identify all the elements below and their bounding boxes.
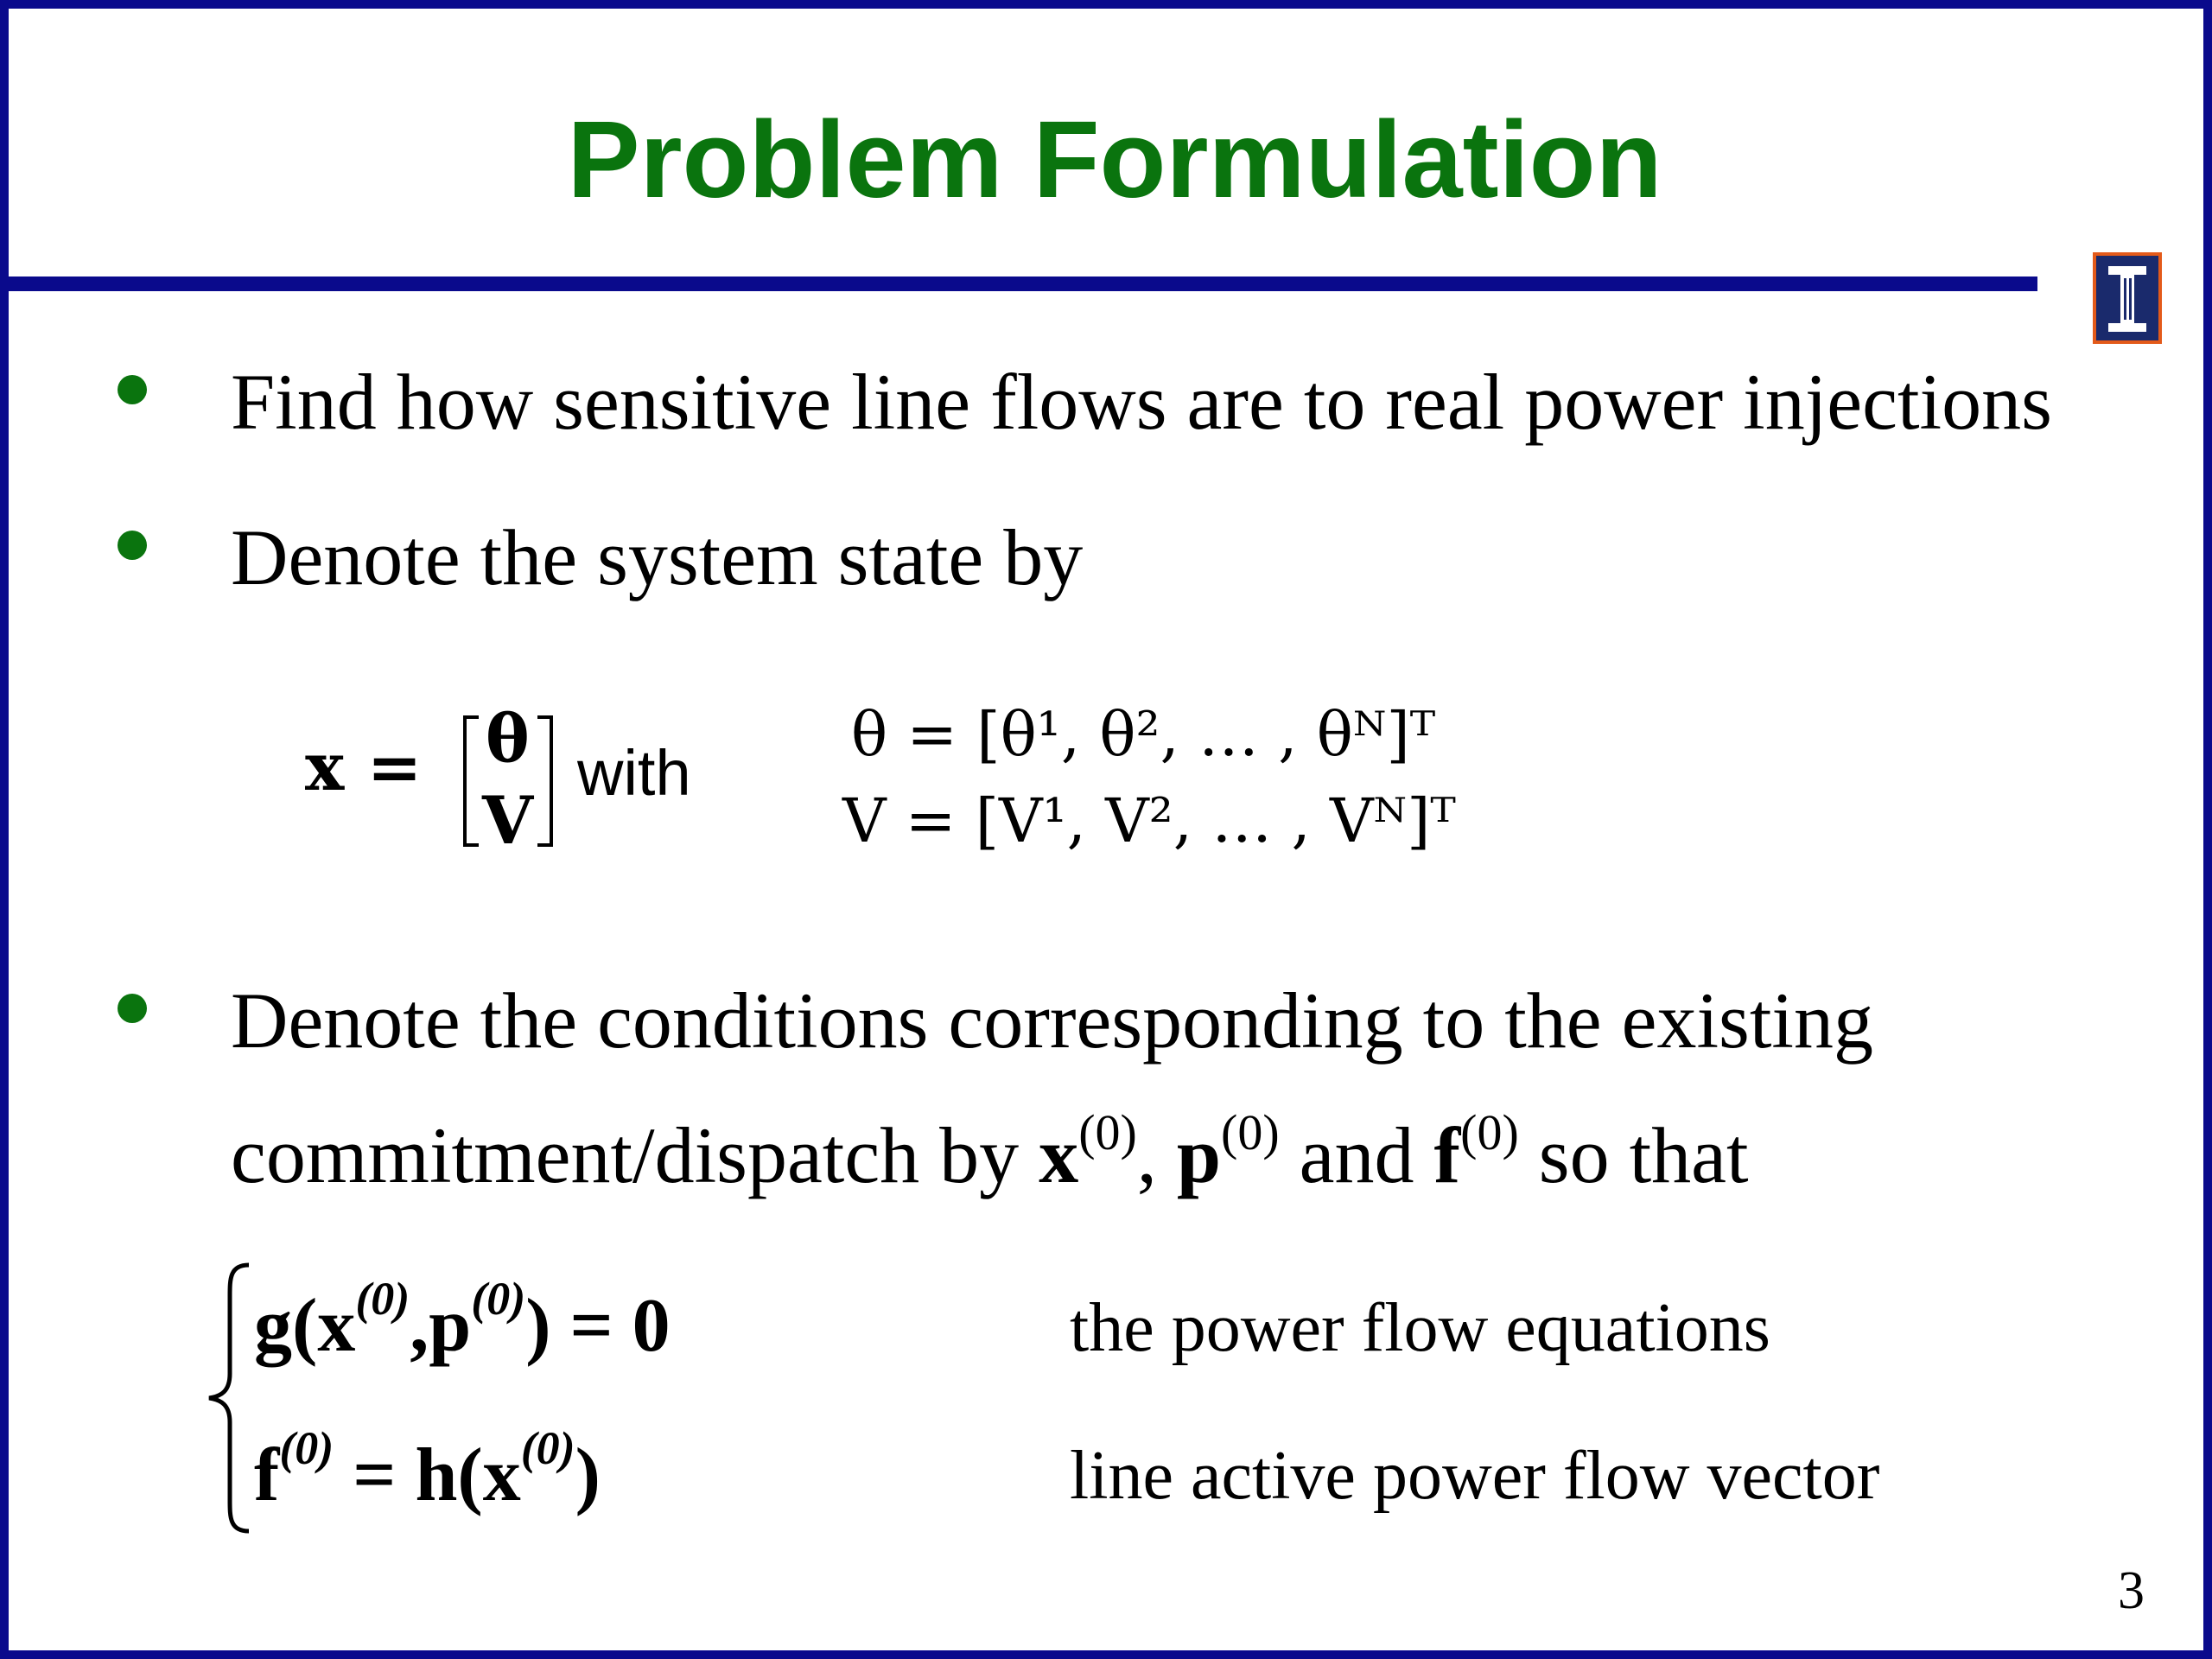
bullet-dot-3 (118, 994, 147, 1023)
comma: , (1136, 1111, 1157, 1199)
state-lhs: x = (305, 728, 423, 805)
eq2-open-paren: ( (457, 1433, 483, 1517)
state-left-bracket (461, 715, 480, 847)
eq1-equals: = (569, 1284, 613, 1368)
slide-title: Problem Formulation (567, 99, 1662, 220)
eq2-f: f (254, 1433, 280, 1517)
bullet3-prefix: commitment/dispatch by (231, 1111, 1020, 1199)
eq1-open-paren: ( (292, 1284, 318, 1368)
p-symbol: p (1176, 1111, 1221, 1199)
state-with: with (577, 737, 691, 809)
eq1-g: g (254, 1284, 292, 1368)
eq1-p: p (429, 1284, 472, 1368)
and-word: and (1299, 1111, 1414, 1199)
eq1-close-paren: ) (525, 1284, 551, 1368)
state-right-bracket (536, 715, 555, 847)
eq2-x-sup: (0) (520, 1422, 575, 1474)
university-column-logo-icon (2093, 252, 2162, 344)
eq2-description: line active power flow vector (1070, 1438, 1880, 1514)
equation-line-flow (254, 1422, 601, 1523)
theta-definition: θ = [θ¹, θ², … , θᴺ]ᵀ (851, 699, 1436, 770)
eq1-comma: , (410, 1284, 429, 1368)
bullet-text-3-line1: Denote the conditions corresponding to the existing (231, 976, 1873, 1065)
eq2-x: x (482, 1433, 521, 1517)
equation-power-flow (254, 1273, 671, 1374)
p-sup: (0) (1221, 1104, 1280, 1160)
title-rule (9, 276, 2037, 291)
page-number: 3 (2118, 1561, 2145, 1620)
system-brace (204, 1262, 252, 1535)
x-symbol: x (1039, 1111, 1079, 1199)
eq2-h: h (415, 1433, 458, 1517)
bullet-dot-1 (118, 375, 147, 404)
bullet-text-3-line2 (231, 1104, 1749, 1203)
bullet-text-2: Denote the system state by (231, 513, 1084, 601)
eq1-p-sup: (0) (471, 1273, 526, 1325)
state-theta: θ (486, 700, 530, 777)
eq1-x: x (317, 1284, 356, 1368)
eq2-close-paren: ) (575, 1433, 601, 1517)
bullet-dot-2 (118, 531, 147, 560)
f-sup: (0) (1460, 1104, 1519, 1160)
bullet-text-1: Find how sensitive line flows are to real power injections (231, 358, 2052, 446)
eq2-equals: = (353, 1433, 397, 1517)
state-v: V (482, 782, 533, 859)
eq1-rhs: 0 (632, 1284, 671, 1368)
v-definition: V = [V¹, V², … , Vᴺ]ᵀ (842, 785, 1456, 856)
eq2-f-sup: (0) (279, 1422, 334, 1474)
eq1-x-sup: (0) (355, 1273, 410, 1325)
so-that: so that (1538, 1111, 1749, 1199)
x-sup: (0) (1078, 1104, 1137, 1160)
eq1-description: the power flow equations (1070, 1290, 1770, 1366)
f-symbol: f (1433, 1111, 1461, 1199)
